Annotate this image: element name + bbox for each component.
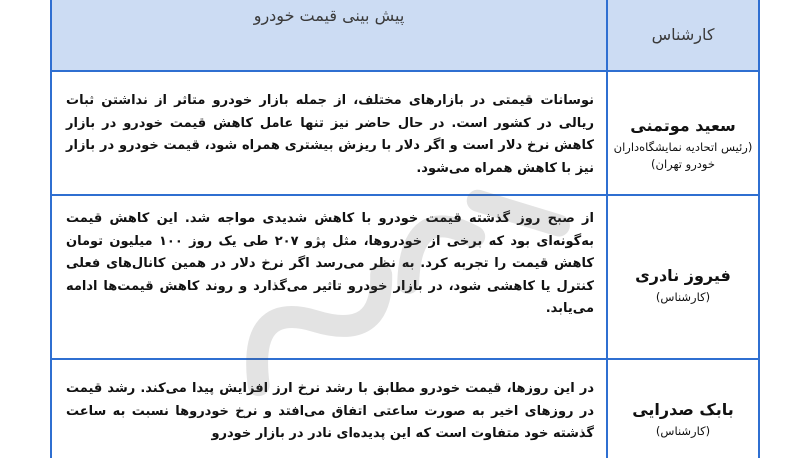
expert-cell bbox=[606, 196, 758, 358]
table-row bbox=[52, 196, 758, 360]
header-cell-expert bbox=[606, 0, 758, 70]
prediction-cell bbox=[52, 196, 606, 358]
prediction-text: از صبح روز گذشته قیمت خودرو با کاهش شدیدی مواجه شد. این کاهش قیمت به‌گونه‌ای بود که برخی از خودروها، مثل پژو ۲۰۷ طی یک روز ۱۰۰ میلیون تومان کاهش قیمت را تجربه کرد. به نظر می‌رسد اگر نرخ دلار در همین کانال‌های فعلی کنترل یا کاهشی شود، در بازار خودرو تاثیر می‌گذارد و روند کاهش قیمت‌ها ادامه می‌یابد. bbox=[66, 211, 595, 316]
expert-name: سعید موتمنی bbox=[630, 116, 736, 135]
table-row bbox=[52, 360, 758, 458]
expert-name: بابک صدرایی bbox=[632, 400, 734, 419]
prediction-table bbox=[50, 0, 760, 458]
expert-role: (رئیس اتحادیه نمایشگاه‌داران خودرو تهران) bbox=[613, 140, 753, 172]
header-label-expert: کارشناس bbox=[651, 24, 715, 44]
expert-role: (کارشناس) bbox=[655, 290, 711, 304]
prediction-cell bbox=[52, 72, 606, 194]
table-header-row bbox=[52, 0, 758, 72]
expert-cell bbox=[606, 360, 758, 458]
expert-cell bbox=[606, 72, 758, 194]
expert-name: فیروز نادری bbox=[635, 266, 731, 285]
header-cell-prediction bbox=[52, 0, 606, 70]
table-row bbox=[52, 72, 758, 196]
header-label-prediction: پیش بینی قیمت خودرو bbox=[253, 6, 405, 25]
prediction-text: در این روزها، قیمت خودرو مطابق با رشد نرخ ارز افزایش پیدا می‌کند. رشد قیمت در روزهای اخیر به صورت ساعتی اتفاق می‌افتد و نرخ خودروها نسبت به ساعت گذشته خود متفاوت است که این پدیده‌ای نادر در بازار خودرو bbox=[66, 381, 594, 441]
prediction-cell bbox=[52, 360, 606, 458]
prediction-text: نوسانات قیمتی در بازارهای مختلف، از جمله بازار خودرو متاثر از نداشتن ثبات ریالی در کشور است. در حال حاضر نیز تنها عامل کاهش قیمت خودرو در بازار کاهش نرخ دلار است و اگر دلار با ریزش بیشتری همراه شود، قیمت خودرو در بازار نیز با کاهش همراه می‌شود. bbox=[66, 93, 594, 176]
expert-role: (کارشناس) bbox=[655, 424, 711, 438]
